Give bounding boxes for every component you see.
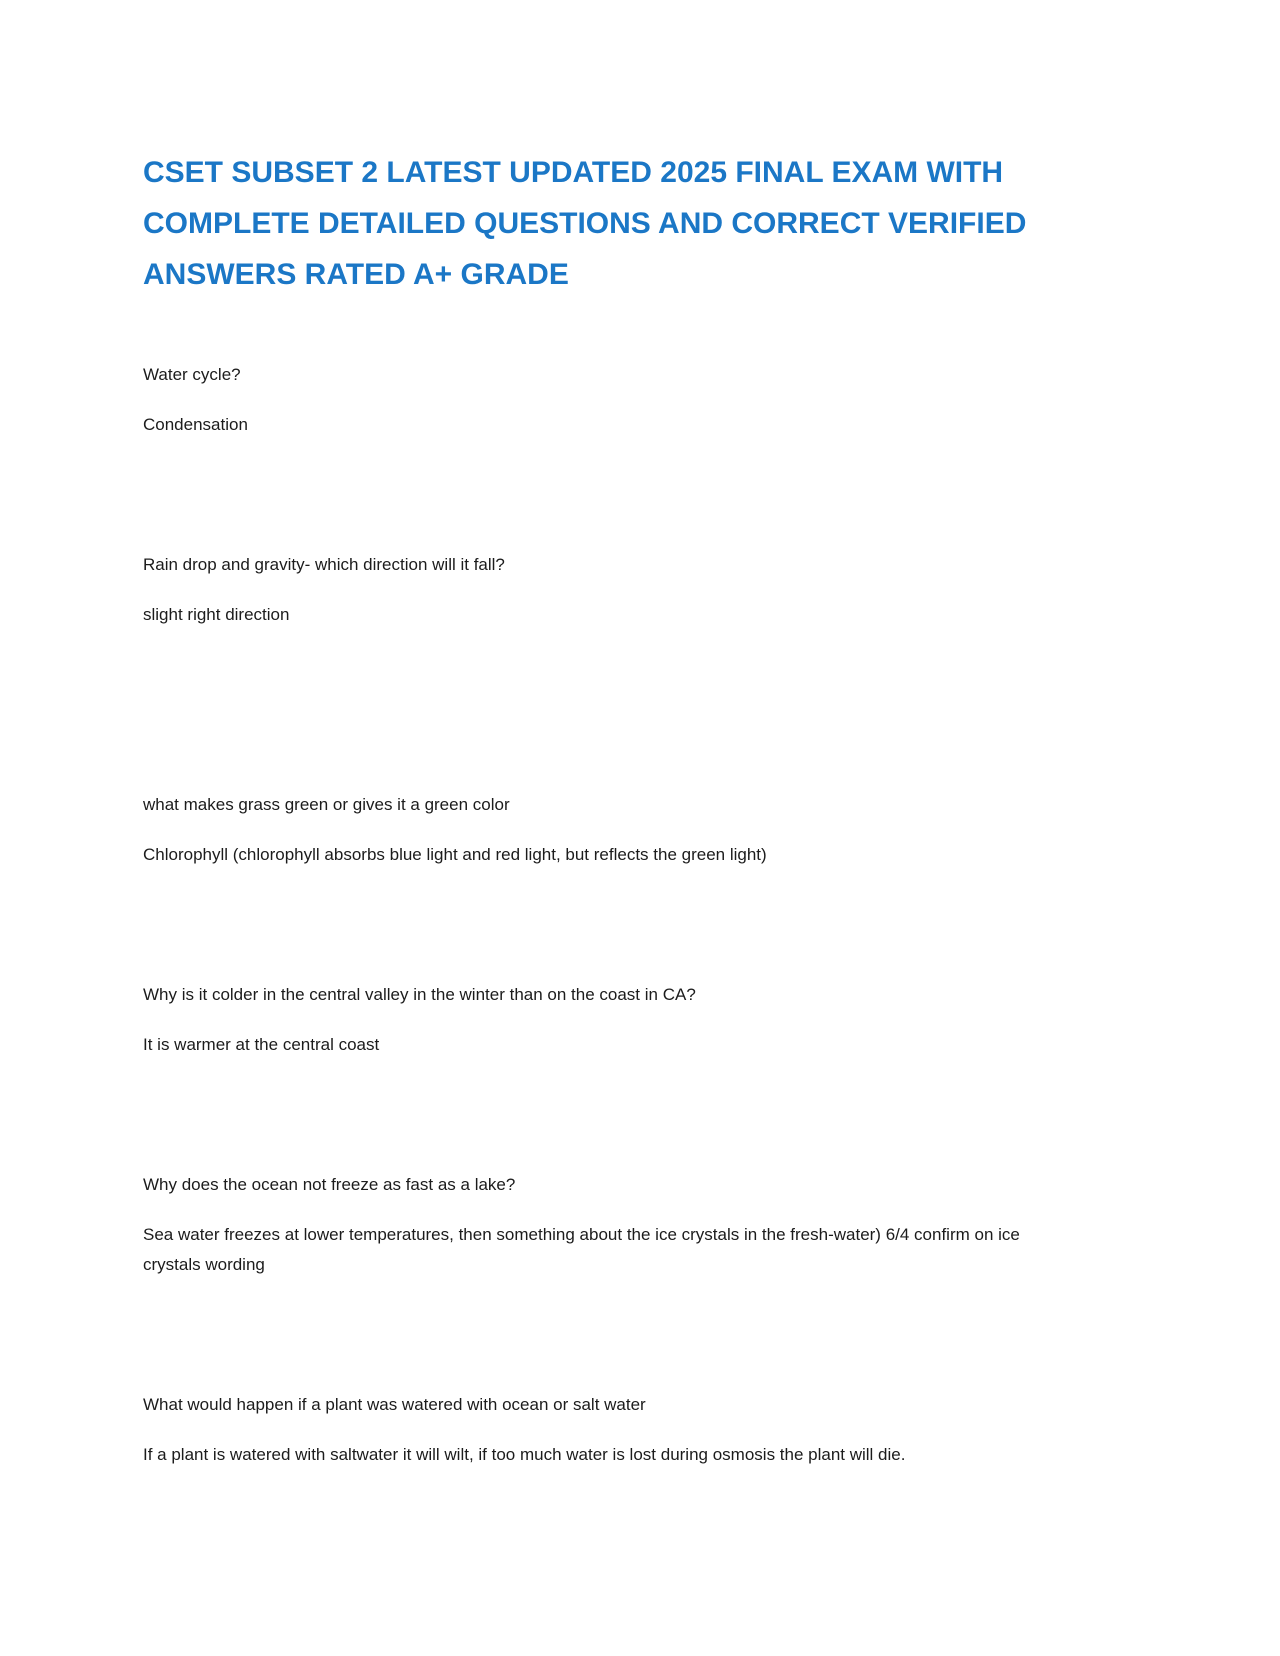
qa-block	[143, 360, 1135, 440]
question-text: Why is it colder in the central valley in the winter than on the coast in CA?	[143, 985, 696, 1004]
answer-text: It is warmer at the central coast	[143, 1035, 380, 1054]
answer-text: If a plant is watered with saltwater it will wilt, if too much water is lost during osmosis the plant will die.	[143, 1445, 906, 1464]
question-text: what makes grass green or gives it a green color	[143, 795, 510, 814]
answer-text: slight right direction	[143, 605, 290, 624]
answer-text: Sea water freezes at lower temperatures, then something about the ice crystals in the fresh-water) 6/4 confirm on ice crystals wording	[143, 1225, 1020, 1274]
question-text: What would happen if a plant was watered with ocean or salt water	[143, 1395, 646, 1414]
qa-block	[143, 790, 1135, 870]
qa-block	[143, 550, 1135, 630]
qa-block	[143, 980, 1135, 1060]
qa-block	[143, 1390, 1135, 1470]
answer-text: Condensation	[143, 415, 248, 434]
document-title: CSET SUBSET 2 LATEST UPDATED 2025 FINAL EXAM WITH COMPLETE DETAILED QUESTIONS AND CORRECT VERIFIED ANSWERS RATED A+ GRADE	[143, 156, 1027, 291]
question-text: Rain drop and gravity- which direction will it fall?	[143, 555, 505, 574]
qa-block	[143, 1170, 1135, 1280]
answer-text: Chlorophyll (chlorophyll absorbs blue light and red light, but reflects the green light)	[143, 845, 767, 864]
question-text: Why does the ocean not freeze as fast as a lake?	[143, 1175, 516, 1194]
question-text: Water cycle?	[143, 365, 241, 384]
